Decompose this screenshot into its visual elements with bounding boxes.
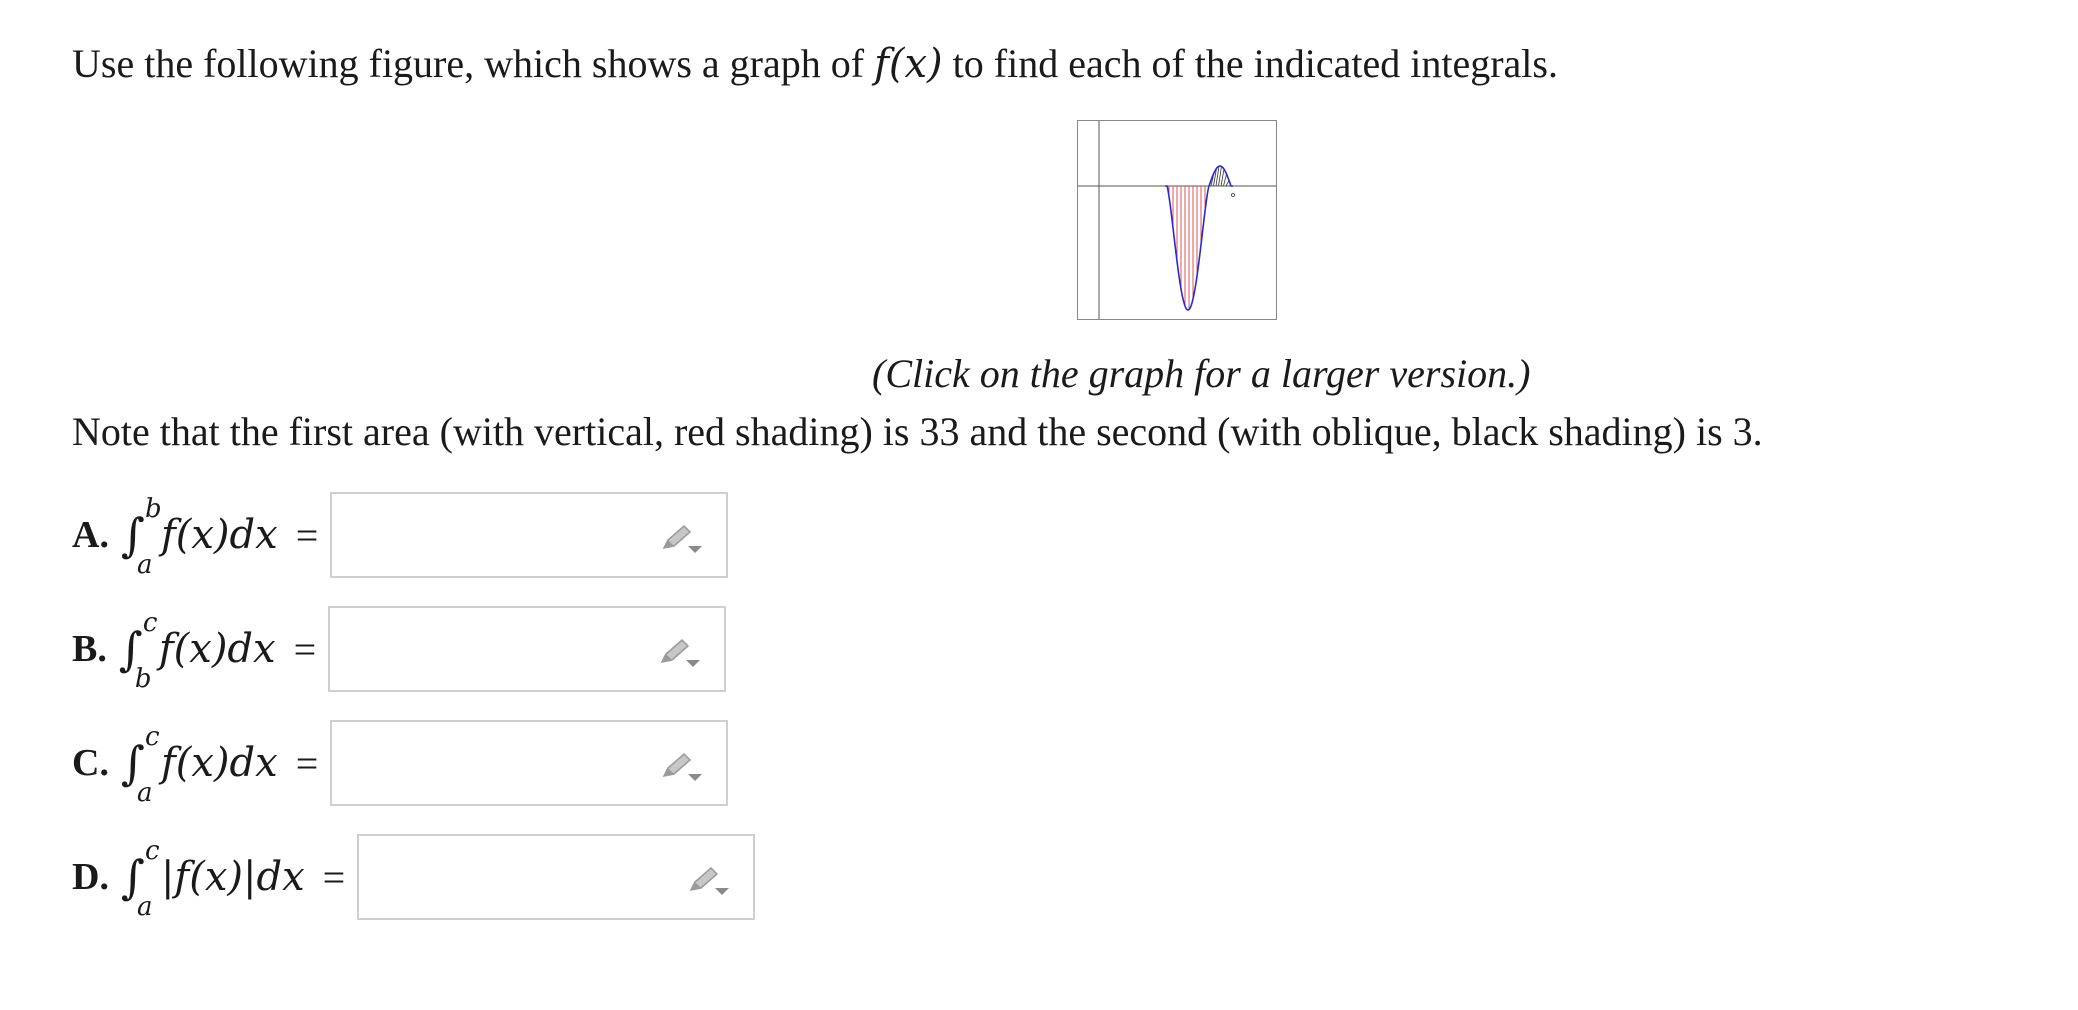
lower-limit: b (134, 664, 152, 694)
graph-svg[interactable] (1077, 120, 1277, 320)
lower-limit: a (136, 550, 153, 580)
integral-expression (120, 494, 319, 580)
integrand: |f(x)|dx (160, 854, 305, 900)
integral-expression (118, 608, 317, 694)
graph-caption: (Click on the graph for a larger version.) (872, 351, 1531, 396)
graph-thumbnail[interactable] (1077, 120, 1277, 320)
pencil-dropdown-icon[interactable] (687, 864, 731, 898)
integrand: f(x)dx (158, 626, 276, 672)
upper-limit: b (144, 494, 162, 524)
question-label: C. (72, 742, 109, 784)
upper-limit: c (144, 836, 160, 866)
equals-sign: = (295, 740, 319, 786)
pencil-dropdown-icon[interactable] (658, 636, 702, 670)
pencil-dropdown-icon[interactable] (660, 750, 704, 784)
intro-text-after: to find each of the indicated integrals. (942, 41, 1558, 86)
equals-sign: = (295, 512, 319, 558)
question-label: A. (72, 514, 109, 556)
integral-sign: ∫ c b (118, 608, 158, 694)
answer-box-b[interactable] (328, 606, 726, 692)
integrand: f(x)dx (160, 512, 278, 558)
lower-limit: a (136, 892, 153, 922)
integral-sign: ∫ b a (120, 494, 162, 580)
answer-box-d[interactable] (357, 834, 755, 920)
integral-expression (120, 722, 319, 808)
problem-intro (72, 38, 1558, 90)
integral-sign: ∫ c a (120, 836, 160, 922)
intro-text-before: Use the following figure, which shows a graph of (72, 41, 875, 86)
area-note: Note that the first area (with vertical, red shading) is 33 and the second (with oblique, black shading) is 3. (72, 409, 1763, 454)
integral-expression (120, 836, 346, 922)
integrand: f(x)dx (160, 740, 278, 786)
upper-limit: c (144, 722, 160, 752)
equals-sign: = (322, 854, 346, 900)
question-label: B. (72, 628, 107, 670)
question-c (72, 718, 728, 808)
intro-function: f(x) (874, 41, 943, 87)
integral-sign: ∫ c a (120, 722, 160, 808)
question-a (72, 490, 728, 580)
question-d (72, 832, 755, 922)
question-label: D. (72, 856, 109, 898)
pencil-dropdown-icon[interactable] (660, 522, 704, 556)
question-b (72, 604, 726, 694)
lower-limit: a (136, 778, 153, 808)
equals-sign: = (293, 626, 317, 672)
answer-box-c[interactable] (330, 720, 728, 806)
upper-limit: c (142, 608, 158, 638)
answer-box-a[interactable] (330, 492, 728, 578)
